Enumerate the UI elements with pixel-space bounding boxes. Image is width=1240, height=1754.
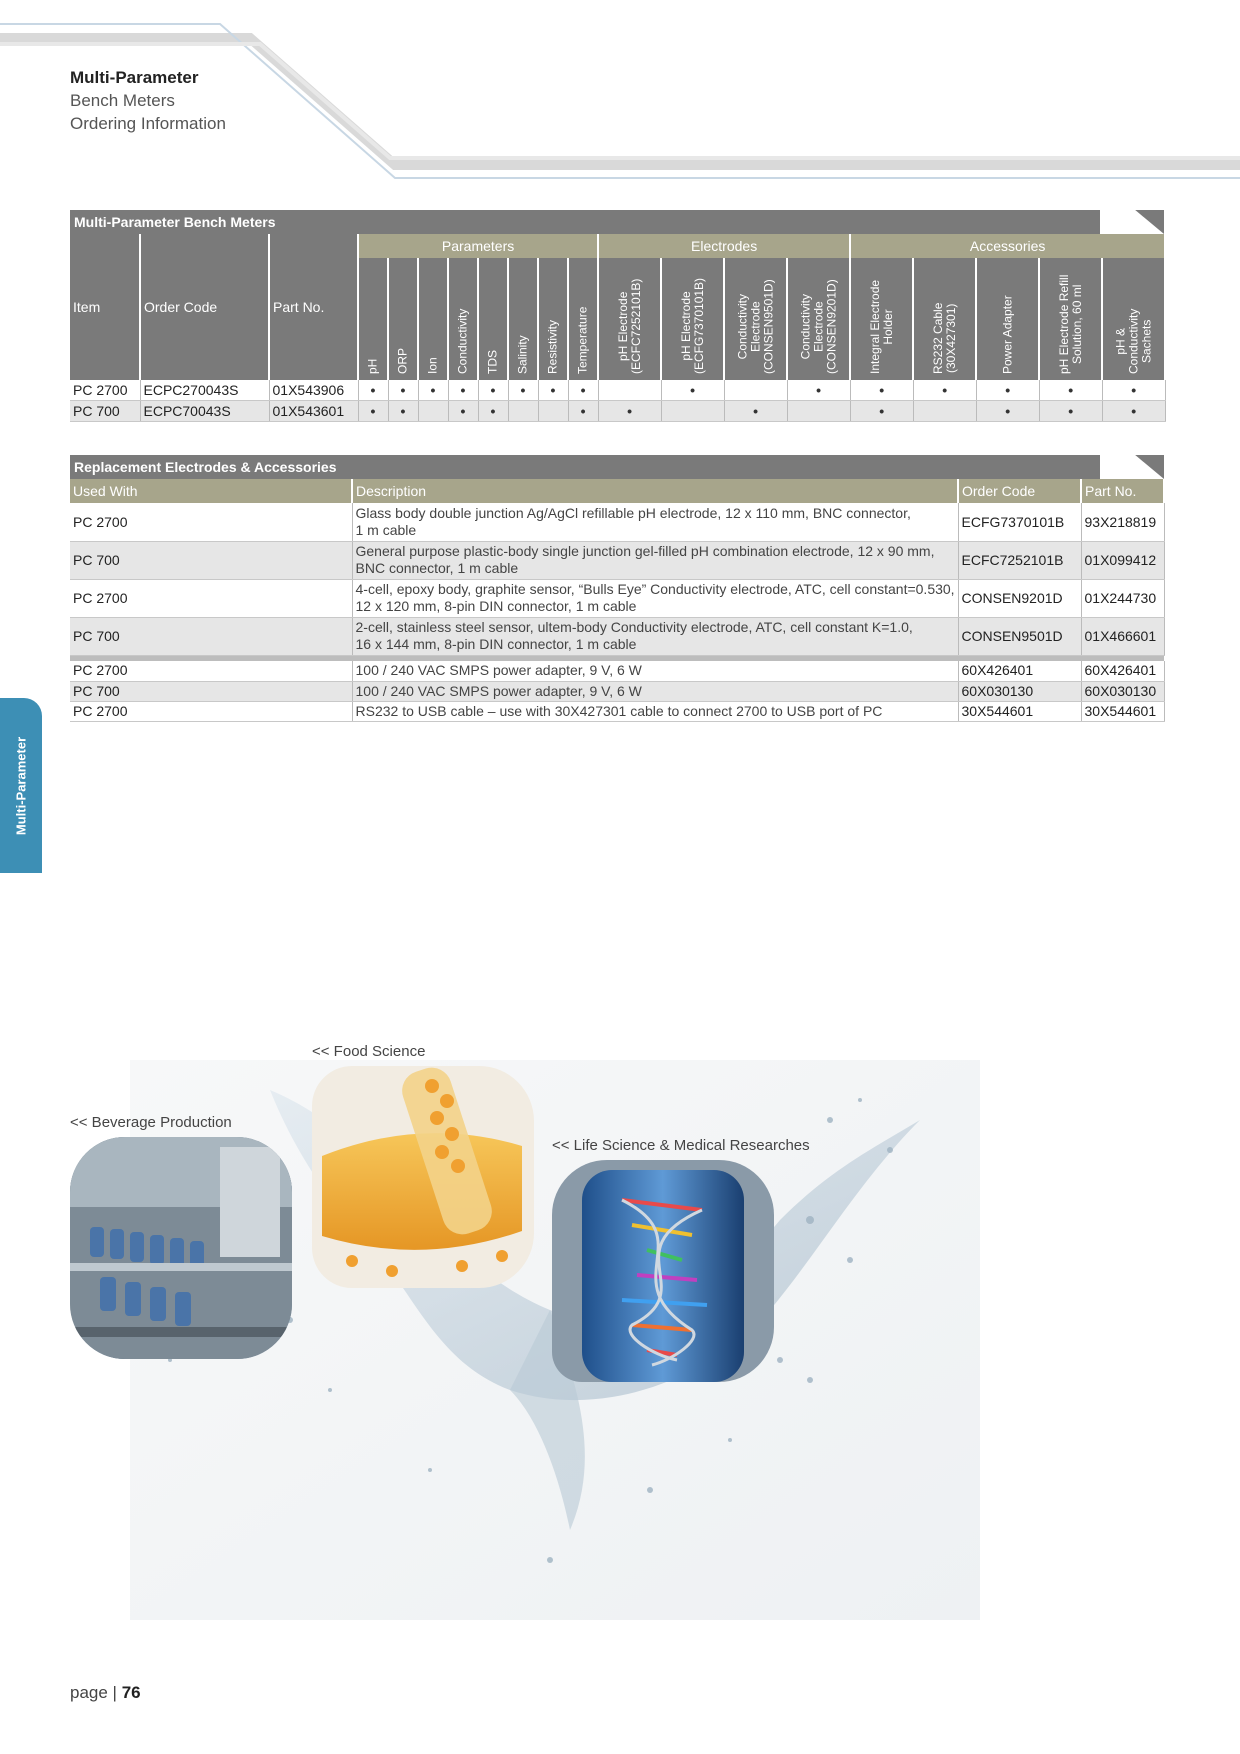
- availability-mark: •: [478, 380, 508, 401]
- accessory-row: [70, 681, 1164, 701]
- availability-mark: •: [538, 380, 568, 401]
- replacement-grid: [70, 479, 1165, 722]
- param-header-4-label: TDS: [485, 350, 500, 374]
- page-number: [70, 1683, 141, 1703]
- availability-mark: [913, 401, 976, 422]
- availability-mark: •: [850, 380, 913, 401]
- part-no: 60X030130: [1081, 681, 1164, 701]
- section-title: Multi-Parameter: [70, 68, 199, 87]
- availability-mark: •: [508, 380, 538, 401]
- availability-mark: •: [976, 380, 1039, 401]
- availability-mark: •: [598, 401, 661, 422]
- row-order-code: ECPC70043S: [140, 401, 269, 422]
- accessory-header-1: [913, 258, 976, 380]
- food-science-photo: [312, 1066, 534, 1288]
- availability-mark: •: [418, 380, 448, 401]
- electrode-header-3-label: Conductivity Electrode (CONSEN9201D): [798, 279, 839, 374]
- availability-mark: [724, 380, 787, 401]
- part-no: 01X099412: [1081, 541, 1164, 579]
- used-with: PC 2700: [70, 503, 352, 541]
- electrode-header-2: [724, 258, 787, 380]
- electrode-header-1: [661, 258, 724, 380]
- availability-mark: •: [1102, 401, 1165, 422]
- caption-life-science: << Life Science & Medical Researches: [552, 1137, 810, 1154]
- description: General purpose plastic-body single junction gel-filled pH combination electrode, 12 x 90 mm, BNC connector, 1 m cable: [352, 541, 958, 579]
- used-with: PC 2700: [70, 661, 352, 681]
- col-part-no: Part No.: [269, 234, 358, 380]
- caption-beverage-production: << Beverage Production: [70, 1114, 232, 1131]
- title2-notch: [1100, 455, 1164, 479]
- table-row: [70, 380, 1165, 401]
- order-code: 60X426401: [958, 661, 1081, 681]
- used-with: PC 2700: [70, 701, 352, 721]
- order-code: CONSEN9201D: [958, 579, 1081, 617]
- page-label: page |: [70, 1683, 117, 1702]
- life-science-photo: [552, 1160, 774, 1382]
- table-title: Multi-Parameter Bench Meters: [74, 214, 276, 230]
- availability-mark: •: [850, 401, 913, 422]
- table-title-bar: [70, 210, 1164, 234]
- electrode-header-1-label: pH Electrode (ECFG7370101B): [678, 277, 706, 374]
- caption-food-science: << Food Science: [312, 1043, 426, 1060]
- used-with: PC 2700: [70, 579, 352, 617]
- availability-mark: •: [913, 380, 976, 401]
- page-heading: [70, 66, 226, 135]
- col-order-code: Order Code: [958, 479, 1081, 503]
- accessory-header-2: [976, 258, 1039, 380]
- used-with: PC 700: [70, 681, 352, 701]
- group-parameters: Parameters: [358, 234, 598, 258]
- availability-mark: •: [478, 401, 508, 422]
- availability-mark: •: [568, 401, 598, 422]
- param-header-0: [358, 258, 388, 380]
- part-no: 30X544601: [1081, 701, 1164, 721]
- row-item: PC 2700: [70, 380, 140, 401]
- electrode-header-0-label: pH Electrode (ECFC7252101B): [615, 278, 643, 374]
- electrode-header-3: [787, 258, 850, 380]
- row-item: PC 700: [70, 401, 140, 422]
- param-header-1: [388, 258, 418, 380]
- electrode-row: [70, 617, 1164, 655]
- availability-mark: [598, 380, 661, 401]
- bench-meters-table: [70, 210, 1164, 422]
- accessory-header-0-label: Integral Electrode Holder: [867, 279, 895, 374]
- section-subtitle-2: Ordering Information: [70, 114, 226, 133]
- side-tab-label: Multi-Parameter: [13, 736, 29, 835]
- group-accessories: Accessories: [850, 234, 1165, 258]
- row-order-code: ECPC270043S: [140, 380, 269, 401]
- col-part-no: Part No.: [1081, 479, 1164, 503]
- description: 4-cell, epoxy body, graphite sensor, “Bulls Eye” Conductivity electrode, ATC, cell constant=0.530, 12 x 120 mm, 8-pin DIN connector, 1 m cable: [352, 579, 958, 617]
- electrode-row: [70, 579, 1164, 617]
- param-header-4: [478, 258, 508, 380]
- table2-title-bar: [70, 455, 1164, 479]
- order-code: 60X030130: [958, 681, 1081, 701]
- flask-corn-illustration: [312, 1066, 534, 1288]
- row-part-no: 01X543906: [269, 380, 358, 401]
- electrode-row: [70, 541, 1164, 579]
- param-header-2: [418, 258, 448, 380]
- param-header-3: [448, 258, 478, 380]
- availability-mark: [418, 401, 448, 422]
- bottling-line-illustration: [70, 1137, 292, 1359]
- part-no: 60X426401: [1081, 661, 1164, 681]
- table2-title: Replacement Electrodes & Accessories: [74, 459, 337, 475]
- page-number-value: 76: [121, 1683, 141, 1702]
- param-header-2-label: Ion: [425, 357, 440, 374]
- accessory-header-4-label: pH & Conductivity Sachets: [1113, 308, 1154, 374]
- availability-mark: •: [448, 401, 478, 422]
- used-with: PC 700: [70, 541, 352, 579]
- accessory-header-3: [1039, 258, 1102, 380]
- electrode-header-0: [598, 258, 661, 380]
- bench-meters-grid: [70, 234, 1166, 422]
- accessory-header-0: [850, 258, 913, 380]
- accessory-header-1-label: RS232 Cable (30X427301): [930, 302, 958, 374]
- replacement-table: [70, 455, 1164, 722]
- electrode-row: [70, 503, 1164, 541]
- col-description: Description: [352, 479, 958, 503]
- accessory-row: [70, 701, 1164, 721]
- title-notch: [1100, 210, 1164, 234]
- availability-mark: •: [787, 380, 850, 401]
- availability-mark: •: [388, 380, 418, 401]
- availability-mark: •: [568, 380, 598, 401]
- description: RS232 to USB cable – use with 30X427301 cable to connect 2700 to USB port of PC: [352, 701, 958, 721]
- availability-mark: [508, 401, 538, 422]
- param-header-7: [568, 258, 598, 380]
- param-header-6-label: Resistivity: [545, 319, 560, 374]
- availability-mark: [538, 401, 568, 422]
- beverage-photo: [70, 1137, 292, 1359]
- availability-mark: •: [976, 401, 1039, 422]
- col-order-code: Order Code: [140, 234, 269, 380]
- order-code: 30X544601: [958, 701, 1081, 721]
- used-with: PC 700: [70, 617, 352, 655]
- part-no: 01X244730: [1081, 579, 1164, 617]
- accessory-header-2-label: Power Adapter: [1000, 295, 1015, 374]
- availability-mark: •: [724, 401, 787, 422]
- availability-mark: •: [1039, 401, 1102, 422]
- availability-mark: •: [661, 380, 724, 401]
- param-header-1-label: ORP: [395, 347, 410, 374]
- availability-mark: •: [388, 401, 418, 422]
- group-electrodes: Electrodes: [598, 234, 850, 258]
- description: Glass body double junction Ag/AgCl refillable pH electrode, 12 x 110 mm, BNC connector, 1 m cable: [352, 503, 958, 541]
- row-part-no: 01X543601: [269, 401, 358, 422]
- part-no: 01X466601: [1081, 617, 1164, 655]
- param-header-7-label: Temperature: [575, 306, 590, 374]
- description: 100 / 240 VAC SMPS power adapter, 9 V, 6 W: [352, 661, 958, 681]
- availability-mark: •: [448, 380, 478, 401]
- param-header-6: [538, 258, 568, 380]
- dna-helix-illustration: [552, 1160, 774, 1382]
- accessory-header-3-label: pH Electrode Refill Solution, 60 ml: [1056, 274, 1084, 374]
- param-header-5-label: Salinity: [515, 335, 530, 374]
- availability-mark: •: [358, 380, 388, 401]
- table-row: [70, 401, 1165, 422]
- availability-mark: [787, 401, 850, 422]
- description: 100 / 240 VAC SMPS power adapter, 9 V, 6 W: [352, 681, 958, 701]
- order-code: ECFC7252101B: [958, 541, 1081, 579]
- accessory-header-4: [1102, 258, 1165, 380]
- availability-mark: •: [1102, 380, 1165, 401]
- param-header-5: [508, 258, 538, 380]
- param-header-0-label: pH: [365, 358, 380, 374]
- availability-mark: [661, 401, 724, 422]
- electrode-header-2-label: Conductivity Electrode (CONSEN9501D): [735, 279, 776, 374]
- col-used-with: Used With: [70, 479, 352, 503]
- description: 2-cell, stainless steel sensor, ultem-body Conductivity electrode, ATC, cell constant K=1.0, 16 x 144 mm, 8-pin DIN connector, 1 m cable: [352, 617, 958, 655]
- order-code: ECFG7370101B: [958, 503, 1081, 541]
- param-header-3-label: Conductivity: [455, 308, 470, 374]
- section-subtitle: Bench Meters: [70, 91, 175, 110]
- availability-mark: •: [1039, 380, 1102, 401]
- part-no: 93X218819: [1081, 503, 1164, 541]
- availability-mark: •: [358, 401, 388, 422]
- side-tab[interactable]: [0, 698, 42, 873]
- col-item: Item: [70, 234, 140, 380]
- accessory-row: [70, 661, 1164, 681]
- order-code: CONSEN9501D: [958, 617, 1081, 655]
